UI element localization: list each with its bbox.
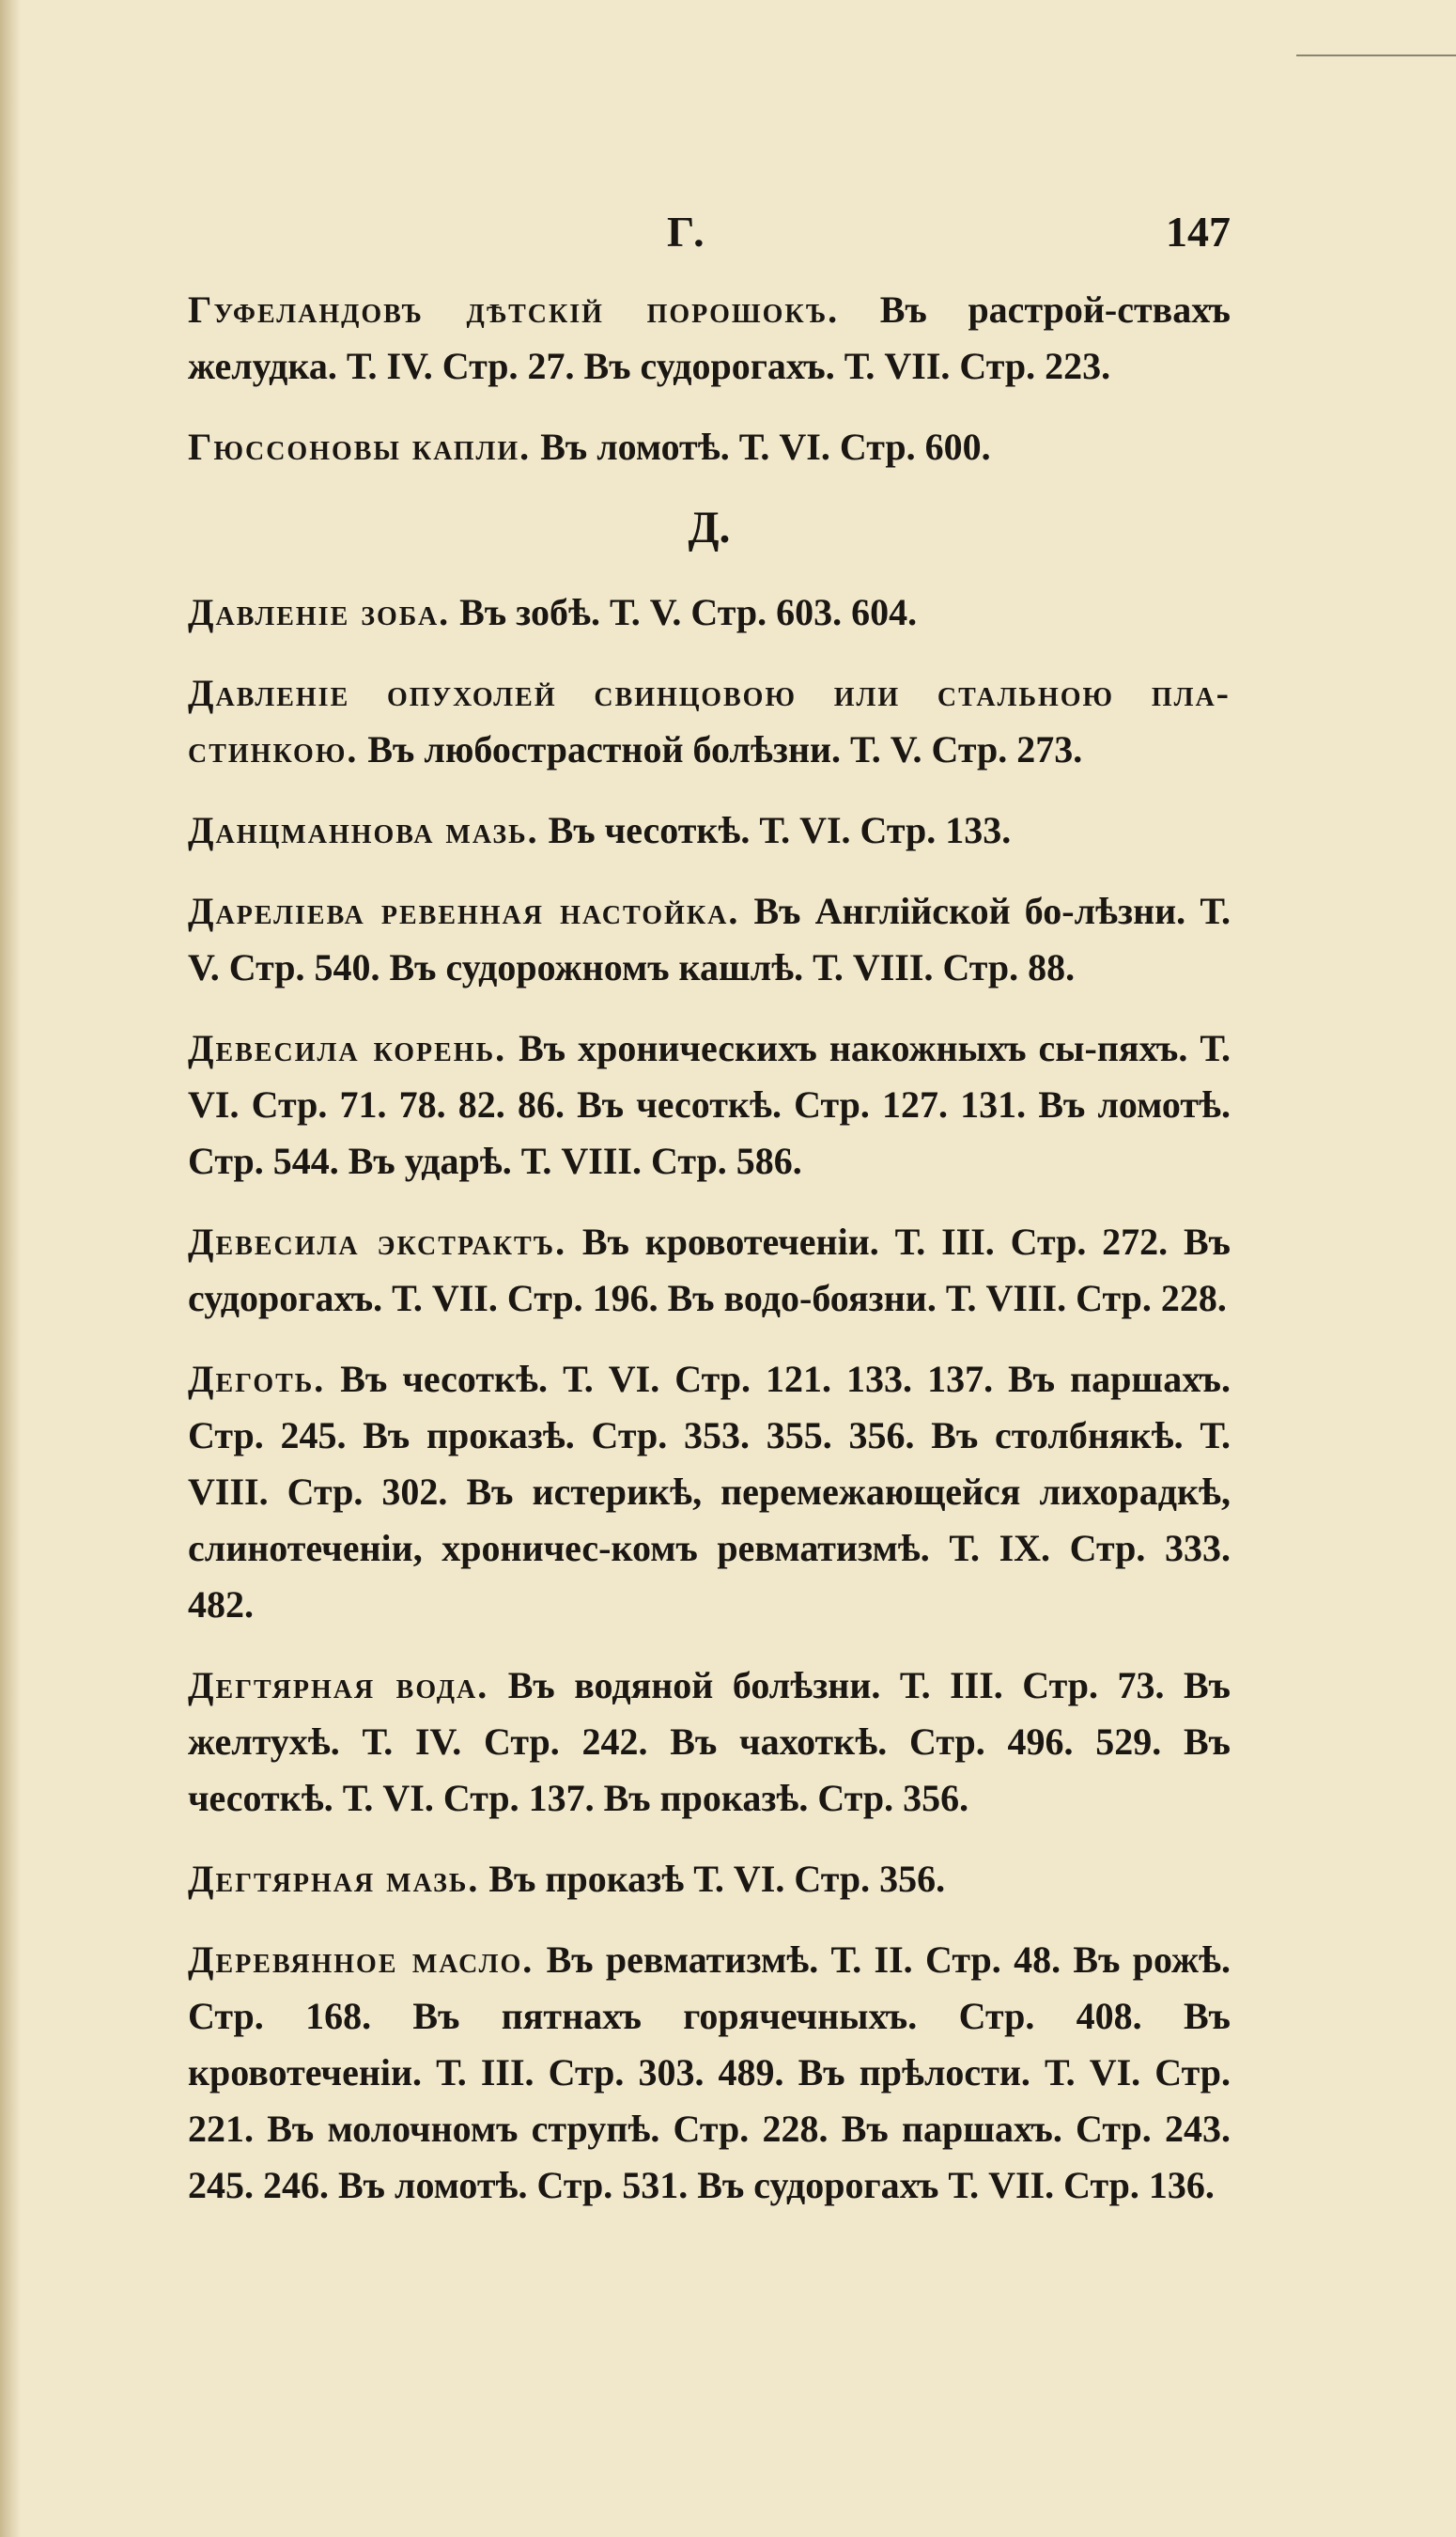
index-entry [188,1020,1231,1190]
index-entry [188,1851,1231,1907]
index-entry [188,1214,1231,1327]
top-rule [1296,54,1456,56]
entry-term: Дегтярная вода. [188,1664,489,1706]
index-entry [188,665,1231,778]
section-letter: Д. [688,503,731,553]
entry-body: Въ чесоткѣ. Т. VI. Стр. 133. [538,809,1012,851]
entry-term: Данцманнова мазь. [188,809,539,851]
entry-term: Дегтярная мазь. [188,1858,480,1900]
page-header [188,207,1231,272]
entry-term: Давленіе зоба. [188,591,451,633]
running-head: Г. [667,208,708,256]
entry-body: Въ растрой-ствахъ желудка. Т. IV. Стр. 27. Въ судорогахъ. Т. VII. Стр. 223. [188,288,1231,387]
index-entry [188,1351,1231,1633]
entry-term: Девесила экстрактъ. [188,1221,567,1263]
index-entry [188,419,1231,475]
index-entry [188,1932,1231,2214]
page-gutter-shadow [0,0,21,2537]
entry-term: Гуфеландовъ дѣтскій порошокъ. [188,288,840,331]
page-content [188,282,1231,2238]
index-entry [188,1658,1231,1827]
entry-term: Гюссоновы капли. [188,426,532,468]
entry-term: Девесила корень. [188,1027,507,1069]
entry-term: Деготь. [188,1358,326,1400]
index-entry [188,802,1231,859]
entry-body: Въ чесоткѣ. Т. VI. Стр. 121. 133. 137. Въ паршахъ. Стр. 245. Въ проказѣ. Стр. 353. 355. 356. Въ столбнякѣ. Т. VIII. Стр. 302. Въ истерикѣ, перемежающейся лихорадкѣ, слинотеченіи, хроничес-комъ ревматизмѣ. Т. IX. Стр. 333. 482. [188,1358,1231,1626]
entry-body: Въ ломотѣ. Т. VI. Стр. 600. [531,426,991,468]
entry-body: Въ Англійской бо-лѣзни. Т. V. Стр. 540. Въ судорожномъ кашлѣ. Т. VIII. Стр. 88. [188,890,1231,988]
page-number: 147 [1166,208,1231,256]
entry-body: Въ водяной болѣзни. Т. III. Стр. 73. Въ желтухѣ. Т. IV. Стр. 242. Въ чахоткѣ. Стр. 496. 529. Въ чесоткѣ. Т. VI. Стр. 137. Въ проказѣ. Стр. 356. [188,1664,1231,1819]
index-entry [188,883,1231,996]
entry-term: Деревянное масло. [188,1938,534,1981]
entry-body: Въ проказѣ Т. VI. Стр. 356. [479,1858,946,1900]
entry-term: Давленіе опухолей свинцовою или стальною пла-стинкою. [188,672,1231,770]
entry-body: Въ кровотеченіи. Т. III. Стр. 272. Въ судорогахъ. Т. VII. Стр. 196. Въ водо-боязни. Т. VIII. Стр. 228. [188,1221,1231,1319]
index-entry [188,584,1231,641]
entry-body: Въ зобѣ. Т. V. Стр. 603. 604. [450,591,918,633]
entry-body: Въ любострастной болѣзни. Т. V. Стр. 273. [358,728,1083,770]
entry-body: Въ ревматизмѣ. Т. II. Стр. 48. Въ рожѣ. Стр. 168. Въ пятнахъ горячечныхъ. Стр. 408. Въ кровотеченіи. Т. III. Стр. 303. 489. Въ прѣлости. Т. VI. Стр. 221. Въ молочномъ струпѣ. Стр. 228. Въ паршахъ. Стр. 243. 245. 246. Въ ломотѣ. Стр. 531. Въ судорогахъ Т. VII. Стр. 136. [188,1938,1231,2206]
entry-term: Дареліева ревенная настойка. [188,890,740,932]
index-entry [188,282,1231,395]
entry-body: Въ хроническихъ накожныхъ сы-пяхъ. Т. VI. Стр. 71. 78. 82. 86. Въ чесоткѣ. Стр. 127. 131. Въ ломотѣ. Стр. 544. Въ ударѣ. Т. VIII. Стр. 586. [188,1027,1231,1182]
